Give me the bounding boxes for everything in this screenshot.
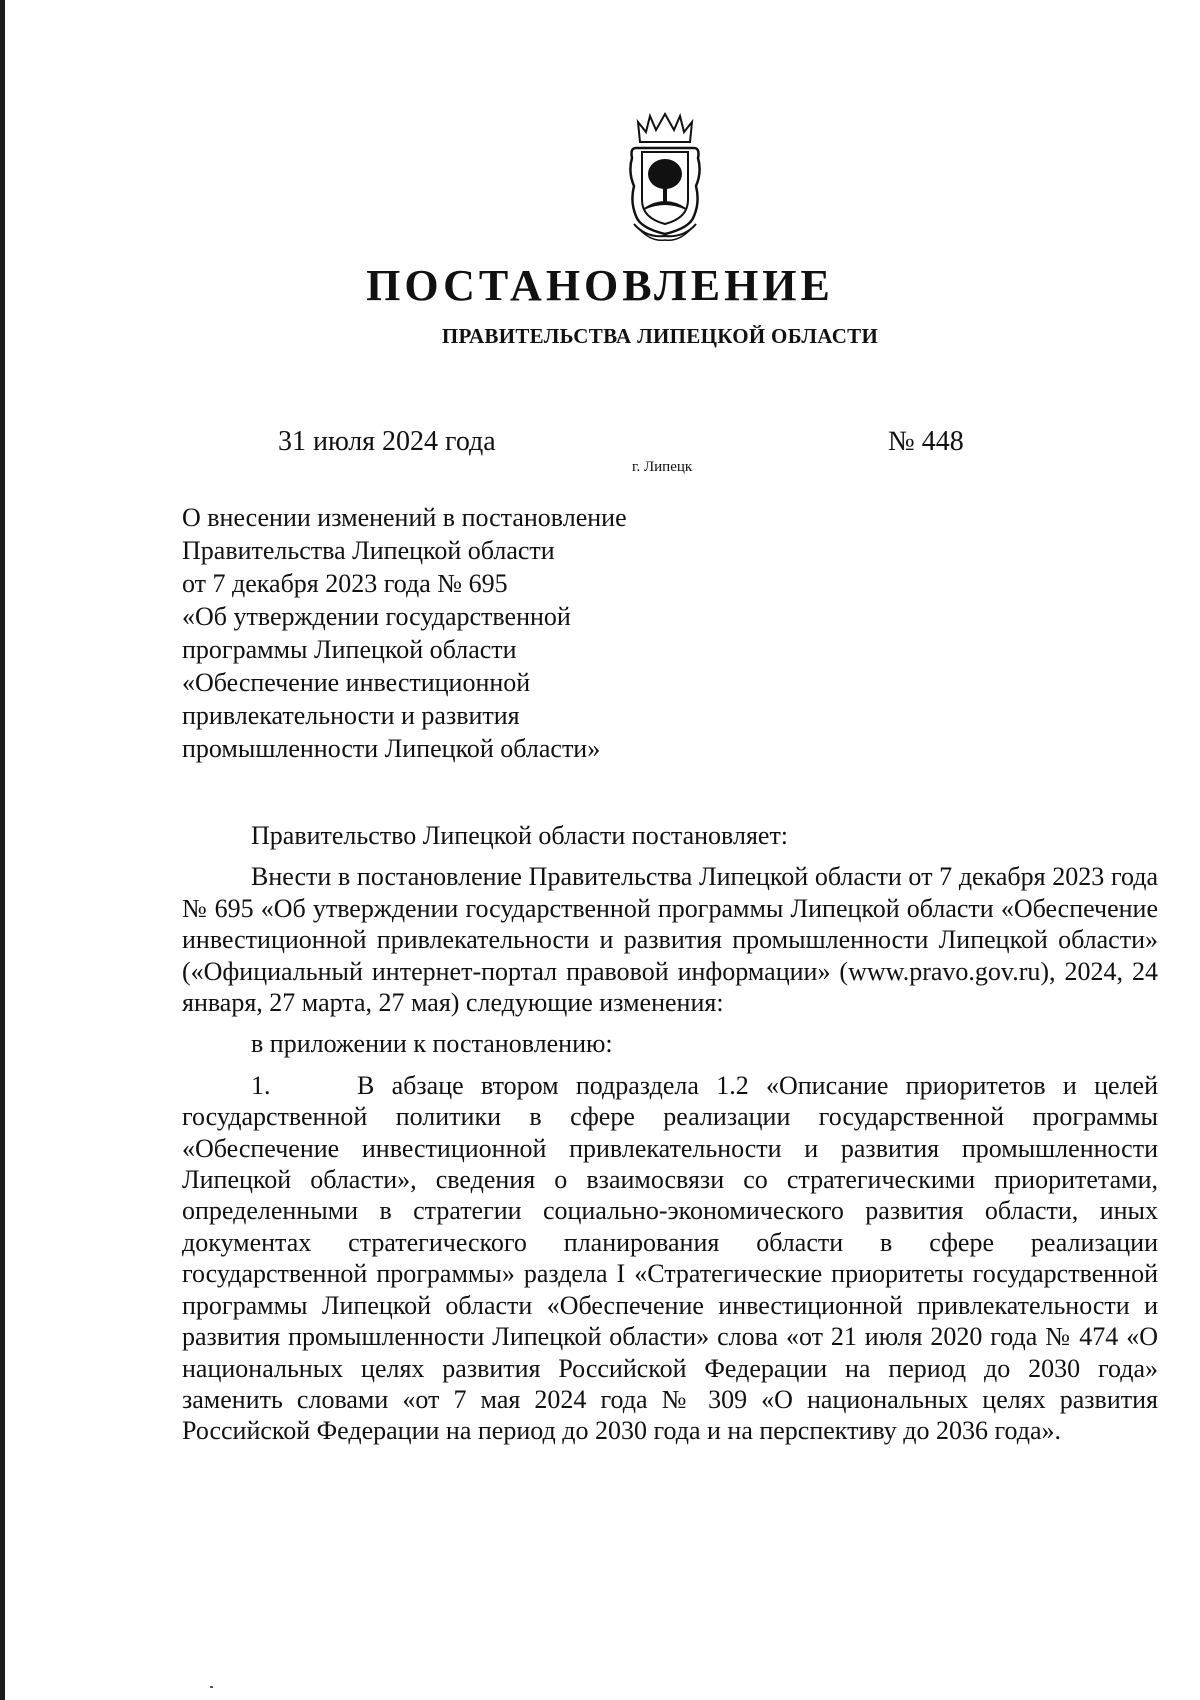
- document-date: 31 июля 2024 года: [278, 426, 496, 457]
- subject-line: привлекательности и развития: [182, 701, 520, 730]
- document-subject: [182, 501, 742, 765]
- scan-speck: [210, 1686, 213, 1688]
- document-body: [182, 820, 1158, 1447]
- body-paragraph: Внести в постановление Правительства Липецкой области от 7 декабря 2023 года № 695 «Об утверждении государственной программы Липецкой области «Обеспечение инвестиционной привлекательности и развития промышленности Липецкой области» («Официальный интернет-портал правовой информации» (www.pravo.gov.ru), 2024, 24 января, 27 марта, 27 мая) следующие изменения:: [182, 862, 1158, 1018]
- subject-line: от 7 декабря 2023 года № 695: [182, 569, 508, 598]
- document-subtitle: ПРАВИТЕЛЬСТВА ЛИПЕЦКОЙ ОБЛАСТИ: [441, 324, 879, 348]
- document-number: № 448: [888, 426, 964, 457]
- scan-edge-line: [0, 0, 5, 1700]
- document-title: ПОСТАНОВЛЕНИЕ: [366, 261, 834, 310]
- body-paragraph: в приложении к постановлению:: [251, 1029, 613, 1059]
- subject-line: программы Липецкой области: [182, 635, 517, 664]
- document-city: г. Липецк: [632, 459, 693, 475]
- body-paragraph: 1. В абзаце втором подраздела 1.2 «Описание приоритетов и целей государственной политики в сфере реализации государственной программы «Обеспечение инвестиционной привлекательности и развития промышленности Липецкой области», сведения о взаимосвязи со стратегическими приоритетами, определенными в стратегии социально-экономического развития области, иных документах стратегического планирования области в сфере реализации государственной программы» раздела I «Стратегические приоритеты государственной программы Липецкой области «Обеспечение инвестиционной привлекательности и развития промышленности Липецкой области» слова «от 21 июля 2020 года № 474 «О национальных целях развития Российской Федерации на период до 2030 года» заменить словами «от 7 мая 2024 года № 309 «О национальных целях развития Российской Федерации на период до 2030 года и на перспективу до 2036 года».: [182, 1070, 1158, 1446]
- subject-line: О внесении изменений в постановление: [182, 503, 627, 532]
- subject-line: Правительства Липецкой области: [182, 536, 555, 565]
- resolution-intro: Правительство Липецкой области постановляет:: [251, 821, 789, 850]
- subject-line: «Об утверждении государственной: [182, 602, 571, 631]
- coat-of-arms-icon: [626, 112, 704, 244]
- subject-line: «Обеспечение инвестиционной: [182, 668, 531, 697]
- subject-line: промышленности Липецкой области»: [182, 734, 601, 763]
